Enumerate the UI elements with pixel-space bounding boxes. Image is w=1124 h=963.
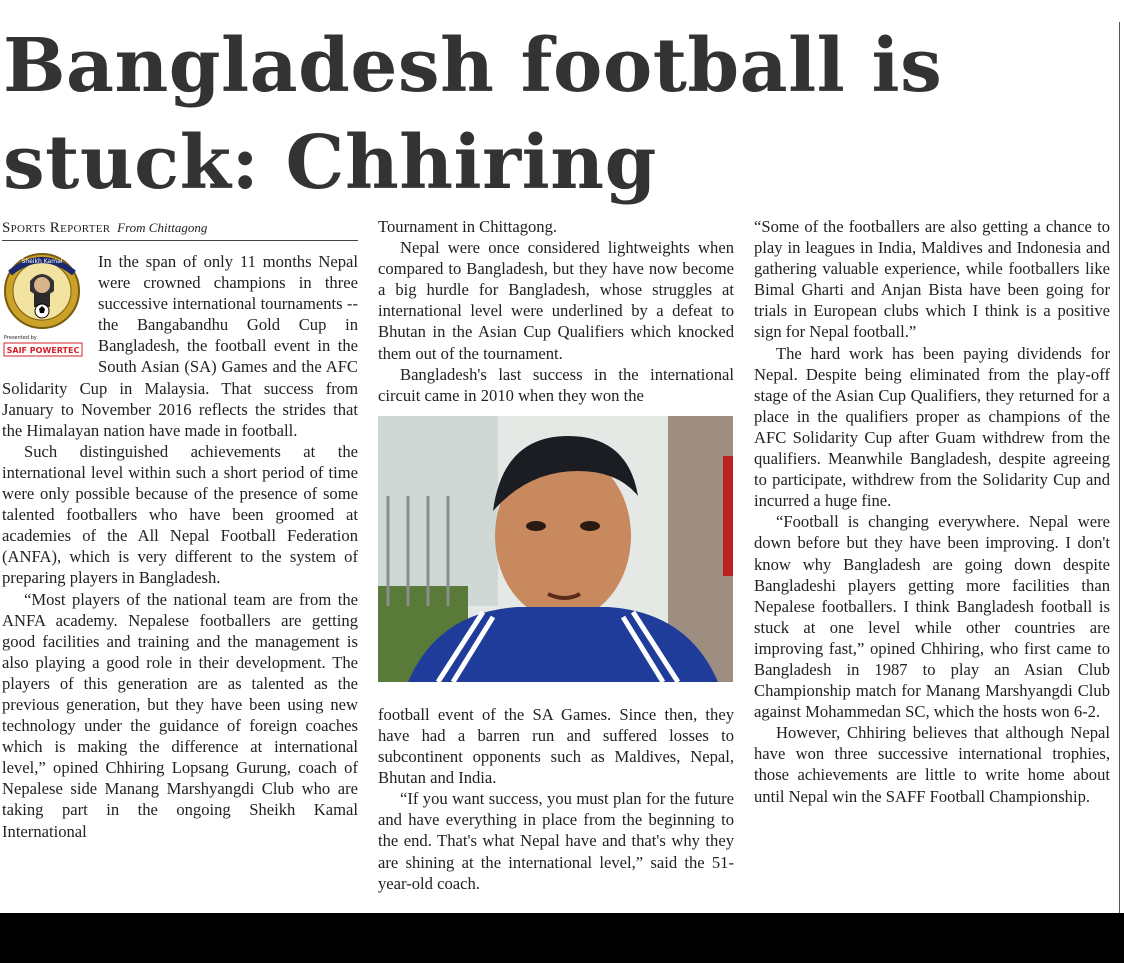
article-column-2 xyxy=(378,216,734,894)
paragraph: Nepal were once considered lightweights when compared to Bangladesh, but they have now become a big hurdle for Bangladesh, whose struggles at international level were underlined by a defeat to Bhutan in the Asian Cup Qualifiers which knocked them out of the tournament. xyxy=(378,238,734,363)
column-rule xyxy=(1119,22,1120,913)
headline-line-1: Bangladesh football is xyxy=(3,23,943,109)
byline xyxy=(2,216,358,241)
paragraph: However, Chhiring believes that although Nepal have won three successive international trophies, those achievements are little to write home about until Nepal win the SAFF Football Championship. xyxy=(754,723,1110,806)
paragraph: The hard work has been paying dividends for Nepal. Despite being eliminated from the play-off stage of the Asian Cup Qualifiers, they returned for a place in the qualifiers proper as champions of the AFC Solidarity Cup after Guam withdrew from the qualifiers. Meanwhile Bangladesh, despite agreeing to participate, withdrew from the Solidarity Cup and incurred a huge fine. xyxy=(754,343,1110,511)
byline-reporter: Sports Reporter xyxy=(2,220,111,236)
coach-photo xyxy=(378,416,733,682)
logo-title: Sheikh Kamal xyxy=(21,258,63,265)
paragraph: “If you want success, you must plan for the future and have everything in place from the beginning to the end. That's what Nepal have and that's why they are shining at the international level,” said the 51-year-old coach. xyxy=(378,789,734,893)
paragraph: Such distinguished achievements at the international level within such a short period of time were only possible because of the presence of some talented footballers who have been groomed at academies of the All Nepal Football Federation (ANFA), which is very different to the system of preparing players in Bangladesh. xyxy=(2,441,358,588)
coach-portrait-image xyxy=(378,416,733,682)
tournament-emblem-icon xyxy=(2,251,86,361)
headline-line-2: stuck: Chhiring xyxy=(3,120,657,206)
paragraph: “Most players of the national team are from the ANFA academy. Nepalese footballers are getting good facilities and training and the management is also playing a good role in their development. The players of this generation are as talented as the previous generation, but they have been using new technology under the guidance of foreign coaches which is making the difference at international level,” opined Chhiring Lopsang Gurung, coach of Nepalese side Manang Marshyangdi Club who are taking part in the ongoing Sheikh Kamal International xyxy=(2,589,358,841)
headline xyxy=(3,18,1103,212)
scan-border xyxy=(0,913,1124,963)
tournament-logo xyxy=(2,251,86,361)
paragraph: “Football is changing everywhere. Nepal were down before but they have been improving. I don't know why Bangladesh are going down despite Bangladeshi players getting more facilities than Nepalese footballers. I think Bangladesh football is stuck at one level while other countries are improving fast,” opined Chhiring, who first came to Bangladesh in 1987 to play an Asian Club Championship match for Manang Marshyangdi Club against Mohammedan SC, which the hosts won 6-2. xyxy=(754,512,1110,722)
byline-location: From Chittagong xyxy=(117,220,208,235)
logo-sponsor: SAIF POWERTEC xyxy=(6,346,80,355)
paragraph: “Some of the footballers are also getting a chance to play in leagues in India, Maldives and Indonesia and gathering valuable experience, while footballers like Bimal Gharti and Anjan Bista have been going for trials in European clubs which I think is a positive sign for Nepal football.” xyxy=(754,217,1110,342)
paragraph: Bangladesh's last success in the international circuit came in 2010 when they won the xyxy=(378,364,734,405)
paragraph: In the span of only 11 months Nepal were crowned champions in three successive international tournaments -- the Bangabandhu Gold Cup in Bangladesh, the football event in the South Asian (SA) Games and the AFC Solidarity Cup in Malaysia. That success from January to November 2016 reflects the strides that the Himalayan nation have made in football. xyxy=(2,252,358,440)
article-column-3 xyxy=(754,216,1110,807)
logo-presented-by: Presented by xyxy=(4,335,37,341)
paragraph: football event of the SA Games. Since then, they have had a barren run and suffered losses to subcontinent opponents such as Maldives, Nepal, Bhutan and India. xyxy=(378,704,734,788)
paragraph: Tournament in Chittagong. xyxy=(378,217,558,236)
article-column-1 xyxy=(2,216,358,842)
